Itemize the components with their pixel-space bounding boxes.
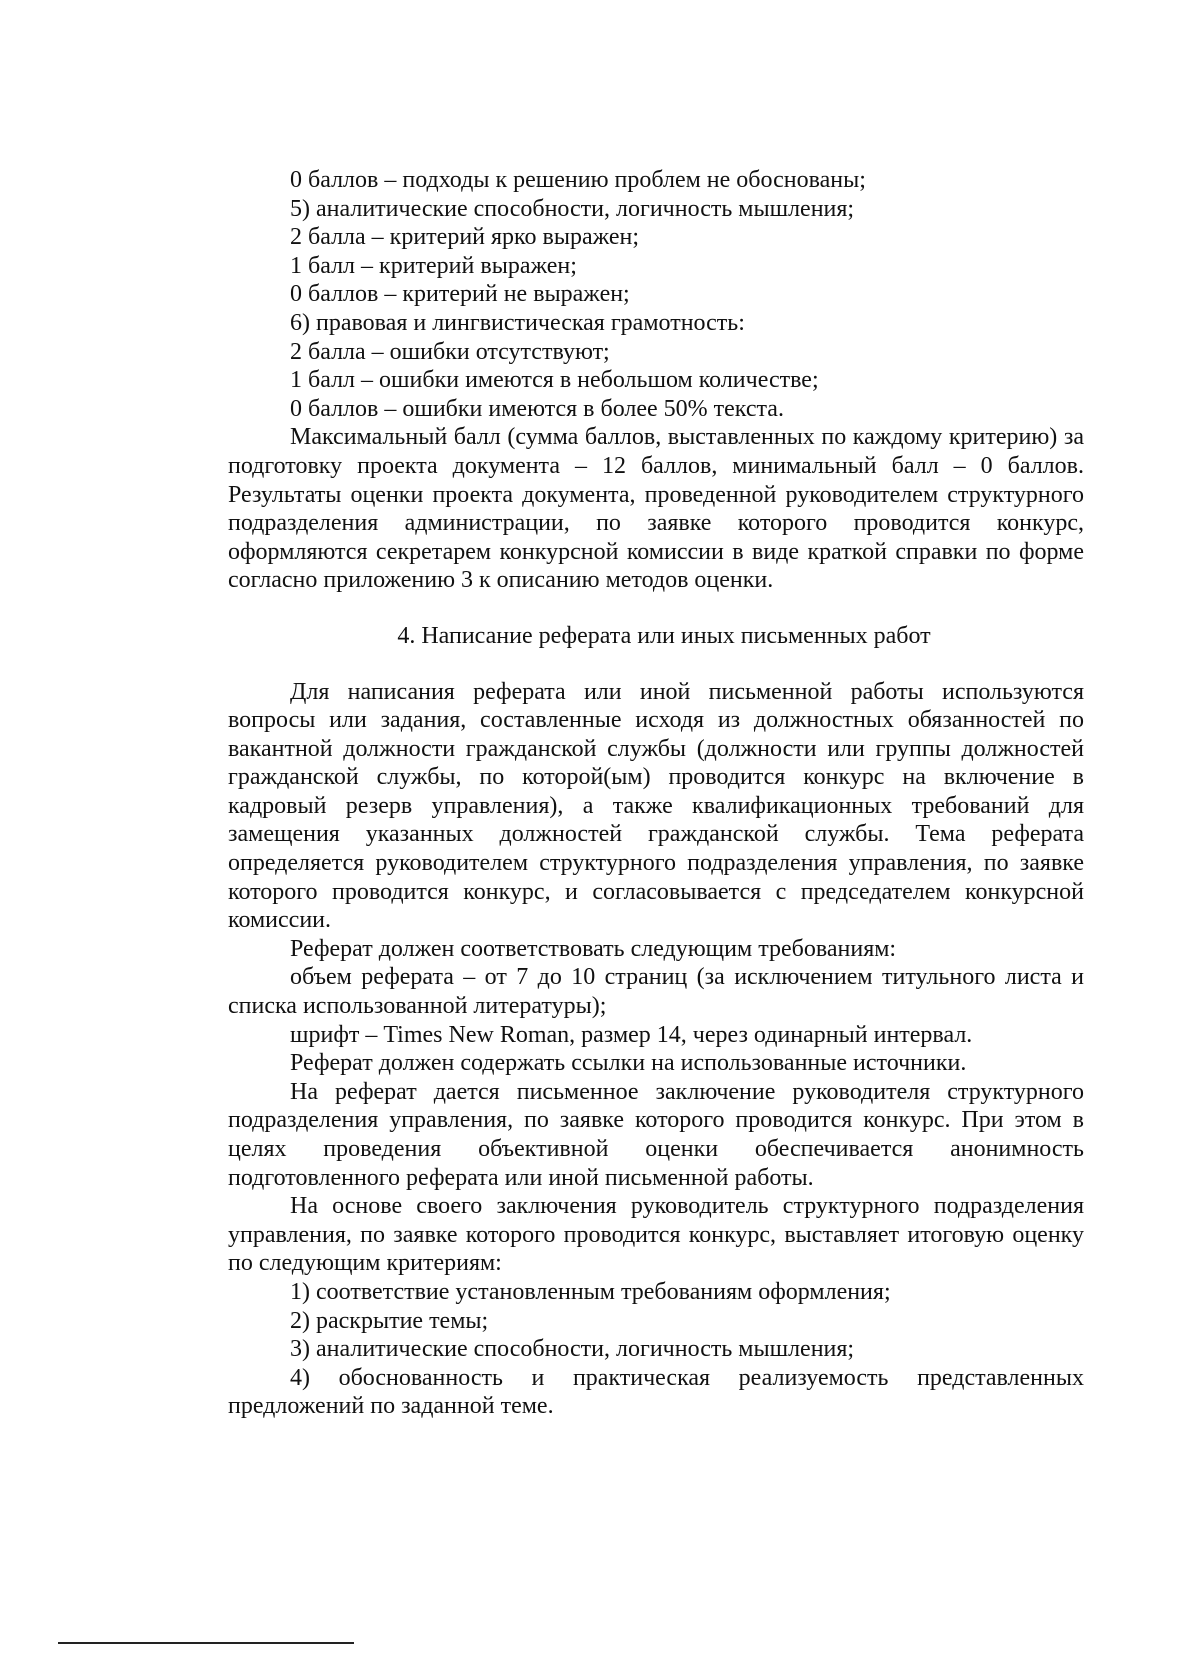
criterion-item: 2) раскрытие темы; [290,1307,489,1334]
score-line: 0 баллов – ошибки имеются в более 50% текста. [290,395,784,422]
section-heading: 4. Написание реферата или иных письменных работ [397,622,931,649]
max-score-paragraph: Максимальный балл (сумма баллов, выставленных по каждому критерию) за подготовку проекта документа – 12 баллов, минимальный балл – 0 баллов. Результаты оценки проекта документа, проведенной руководителем структурного подразделения администрации, по заявке которого проводится конкурс, оформляются секретарем конкурсной комиссии в виде краткой справки по форме согласно приложению 3 к описанию методов оценки. [228,424,1084,594]
intro-paragraph: Для написания реферата или иной письменной работы используются вопросы или задания, составленные исходя из должностных обязанностей по вакантной должности гражданской службы (должности или группы должностей гражданской службы, по которой(ым) проводится конкурс на включение в кадровый резерв управления), а также квалификационных требований для замещения указанных должностей гражданской службы. Тема реферата определяется руководителем структурного подразделения управления, по заявке которого проводится конкурс, и согласовывается с председателем конкурсной комиссии. [228,678,1084,934]
score-line: 0 баллов – критерий не выражен; [290,281,630,308]
criterion-line: 5) аналитические способности, логичность мышления; [290,195,855,222]
criterion-item: 3) аналитические способности, логичность мышления; [290,1336,855,1363]
links-paragraph: Реферат должен содержать ссылки на использованные источники. [290,1050,967,1077]
conclusion-paragraph: На реферат дается письменное заключение руководителя структурного подразделения управления, по заявке которого проводится конкурс. При этом в целях проведения объективной оценки обеспечивается анонимность подготовленного реферата или иной письменной работы. [228,1078,1084,1191]
criterion-item: 4) обоснованность и практическая реализуемость представленных предложений по заданной теме. [228,1364,1084,1420]
basis-paragraph: На основе своего заключения руководитель структурного подразделения управления, по заявке которого проводится конкурс, выставляет итоговую оценку по следующим критериям: [228,1193,1084,1277]
score-line: 0 баллов – подходы к решению проблем не обоснованы; [290,167,866,193]
requirements-paragraph: Реферат должен соответствовать следующим требованиям: [290,935,897,962]
score-line: 1 балл – ошибки имеются в небольшом количестве; [290,367,819,394]
criterion-line: 6) правовая и лингвистическая грамотность: [290,309,745,336]
volume-paragraph: объем реферата – от 7 до 10 страниц (за исключением титульного листа и списка использованной литературы); [228,964,1084,1020]
score-line: 2 балла – критерий ярко выражен; [290,224,640,251]
criterion-item: 1) соответствие установленным требованиям оформления; [290,1278,891,1305]
score-line: 2 балла – ошибки отсутствуют; [290,338,610,365]
footnote-divider [58,1642,354,1644]
font-paragraph: шрифт – Times New Roman, размер 14, через одинарный интервал. [290,1021,973,1048]
document-body [228,166,1084,1421]
score-line: 1 балл – критерий выражен; [290,252,577,279]
